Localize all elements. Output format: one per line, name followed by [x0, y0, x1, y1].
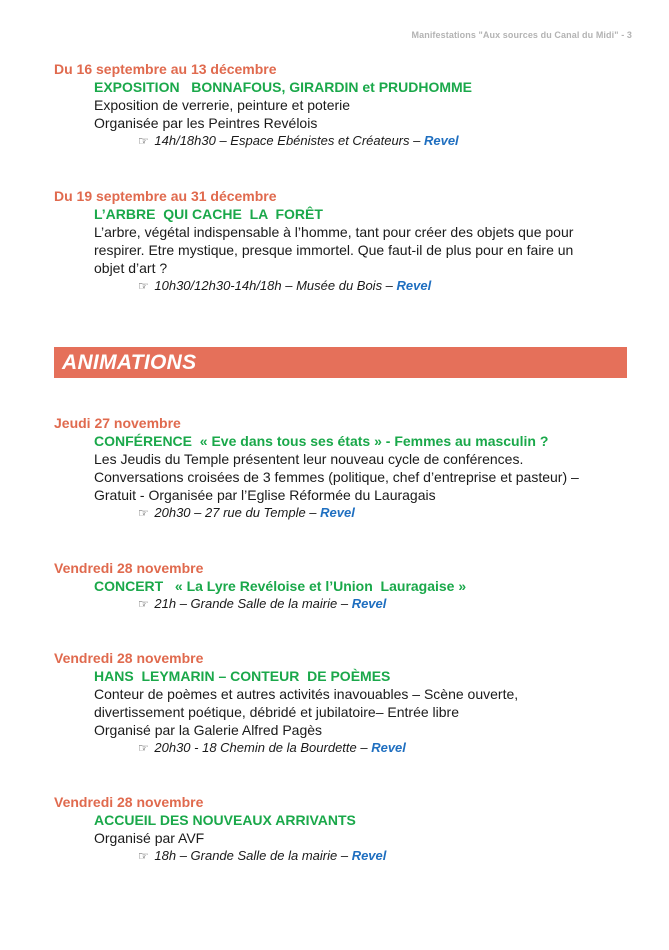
event-conteur-poemes [54, 649, 634, 757]
event-description [94, 223, 634, 277]
description-line: L’arbre, végétal indispensable à l’homme, tant pour créer des objets que pour [94, 224, 574, 240]
description-line: Organisée par les Peintres Revélois [94, 115, 318, 131]
event-date: Jeudi 27 novembre [54, 415, 181, 431]
event-info [138, 277, 634, 295]
event-date: Vendredi 28 novembre [54, 560, 204, 576]
event-conference [54, 414, 634, 522]
event-title: L’ARBRE QUI CACHE LA FORÊT [94, 206, 323, 222]
event-exposition-bonnafous [54, 60, 634, 150]
event-city: Revel [351, 596, 387, 611]
event-date: Du 16 septembre au 13 décembre [54, 61, 277, 77]
event-description [94, 685, 634, 739]
description-line: objet d’art ? [94, 260, 168, 276]
event-time-place: 14h/18h30 – Espace Ebénistes et Créateurs – [154, 133, 424, 148]
pointing-hand-icon: ☞ [138, 597, 149, 611]
event-title: CONCERT « La Lyre Revéloise et l’Union Lauragaise » [94, 578, 467, 594]
section-banner-animations [54, 347, 627, 378]
event-info [138, 739, 634, 757]
event-description [94, 96, 634, 132]
event-city: Revel [423, 133, 459, 148]
event-date: Vendredi 28 novembre [54, 794, 204, 810]
description-line: Les Jeudis du Temple présentent leur nouveau cycle de conférences. [94, 451, 524, 467]
description-line: respirer. Etre mystique, presque immortel. Que faut-il de plus pour en faire un [94, 242, 574, 258]
event-info [138, 132, 634, 150]
pointing-hand-icon: ☞ [138, 506, 149, 520]
event-time-place: 20h30 - 18 Chemin de la Bourdette – [154, 740, 372, 755]
pointing-hand-icon: ☞ [138, 849, 149, 863]
description-line: divertissement poétique, débridé et jubilatoire– Entrée libre [94, 704, 459, 720]
running-header: Manifestations "Aux sources du Canal du Midi" - 3 [411, 30, 632, 40]
pointing-hand-icon: ☞ [138, 134, 149, 148]
description-line: Organisé par la Galerie Alfred Pagès [94, 722, 323, 738]
description-line: Exposition de verrerie, peinture et poterie [94, 97, 351, 113]
event-title: EXPOSITION BONNAFOUS, GIRARDIN et PRUDHOMME [94, 79, 473, 95]
event-info [138, 595, 634, 613]
event-description [94, 829, 634, 847]
event-title: HANS LEYMARIN – CONTEUR DE POÈMES [94, 668, 391, 684]
event-time-place: 18h – Grande Salle de la mairie – [154, 848, 352, 863]
pointing-hand-icon: ☞ [138, 741, 149, 755]
event-time-place: 21h – Grande Salle de la mairie – [154, 596, 352, 611]
event-arbre-foret [54, 187, 634, 295]
event-concert [54, 559, 634, 613]
event-time-place: 20h30 – 27 rue du Temple – [154, 505, 321, 520]
event-title: ACCUEIL DES NOUVEAUX ARRIVANTS [94, 812, 356, 828]
event-date: Vendredi 28 novembre [54, 650, 204, 666]
event-title: CONFÉRENCE « Eve dans tous ses états » - Femmes au masculin ? [94, 433, 549, 449]
event-city: Revel [396, 278, 432, 293]
event-city: Revel [320, 505, 355, 520]
event-time-place: 10h30/12h30-14h/18h – Musée du Bois – [154, 278, 397, 293]
section-title: ANIMATIONS [62, 351, 197, 374]
description-line: Conteur de poèmes et autres activités inavouables – Scène ouverte, [94, 686, 519, 702]
pointing-hand-icon: ☞ [138, 279, 149, 293]
event-city: Revel [371, 740, 406, 755]
event-date: Du 19 septembre au 31 décembre [54, 188, 277, 204]
event-accueil-nouveaux-arrivants [54, 793, 634, 865]
event-info [138, 847, 634, 865]
event-description [94, 450, 634, 504]
description-line: Gratuit - Organisée par l’Eglise Réformée du Lauragais [94, 487, 436, 503]
description-line: Organisé par AVF [94, 830, 205, 846]
event-info [138, 504, 634, 522]
description-line: Conversations croisées de 3 femmes (politique, chef d’entreprise et pasteur) – [94, 469, 579, 485]
event-city: Revel [351, 848, 387, 863]
